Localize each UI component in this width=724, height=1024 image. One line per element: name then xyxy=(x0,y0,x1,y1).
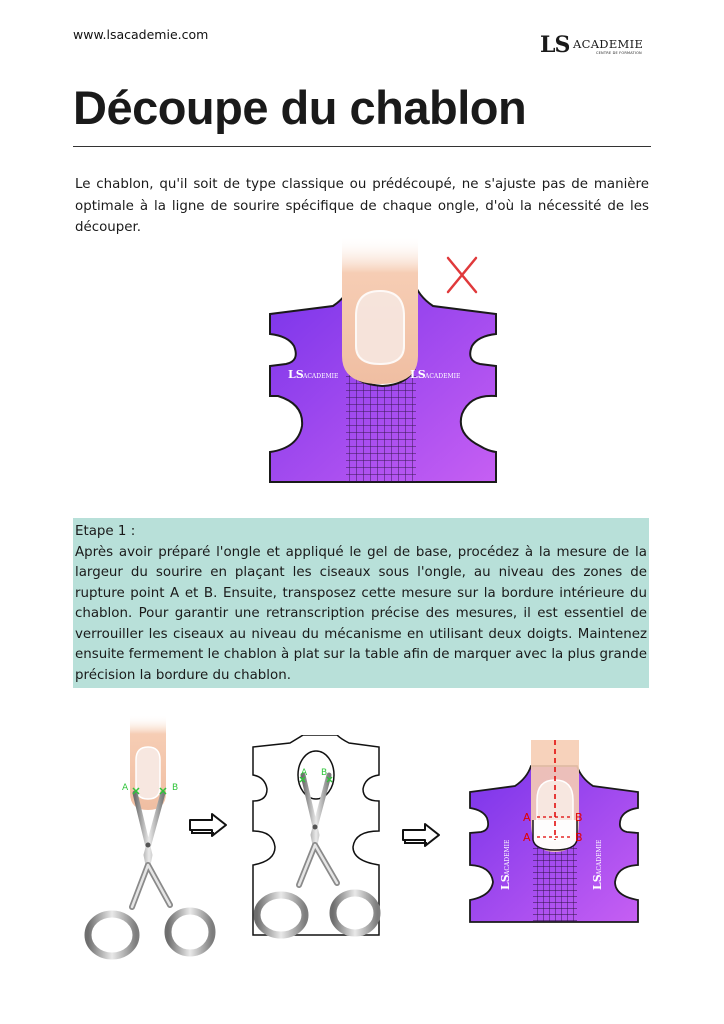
step-1-box xyxy=(73,518,649,688)
watermark-ls: LS xyxy=(288,368,304,381)
point-a-bottom: A xyxy=(523,831,531,844)
intro-paragraph: Le chablon, qu'il soit de type classique ou prédécoupé, ne s'ajuste pas de manière optimale à la ligne de sourire spécifique de chaque ongle, d'où la nécessité de les découper. xyxy=(75,177,649,235)
wrong-cross-icon xyxy=(448,258,476,292)
scissors-on-finger-illustration xyxy=(80,715,220,965)
title-divider xyxy=(73,146,651,147)
watermark-ls-vertical: LS xyxy=(499,874,512,890)
watermark-academie: ACADEMIE xyxy=(303,373,339,380)
nail-form-illustration xyxy=(258,236,520,498)
right-arrow-icon-2 xyxy=(401,822,441,848)
scissors-on-form-illustration xyxy=(245,735,385,955)
step-label: Etape 1 : xyxy=(75,524,136,539)
point-a-top: A xyxy=(523,811,531,824)
point-b-bottom: B xyxy=(575,831,583,844)
watermark-academie-right: ACADEMIE xyxy=(425,373,461,380)
point-a-label-form: A xyxy=(301,768,308,778)
point-a-label: A xyxy=(122,783,129,793)
ls-academie-logo xyxy=(540,32,650,58)
logo-academie: ACADEMIE xyxy=(573,37,644,51)
measured-form-illustration xyxy=(465,740,645,930)
page-title: Découpe du chablon xyxy=(73,81,527,134)
step-text: Après avoir préparé l'ongle et appliqué le gel de base, procédez à la mesure de la largeur du sourire en plaçant les ciseaux sous l'ongle, au niveau des zones de rupture point A et B. Ensuite, transposez cette mesure sur la bordure intérieure du chablon. Pour garantir une retranscription précise des mesures, il est essentiel de verrouiller les ciseaux au niveau du mécanisme en utilisant deux doigts. Maintenez ensuite fermement le chablon à plat sur la table afin de marquer avec la plus grande précision la bordure du chablon. xyxy=(75,544,647,683)
logo-subtitle: CENTRE DE FORMATION xyxy=(596,51,642,55)
watermark-academie-vertical: ACADEMIE xyxy=(504,839,511,875)
right-arrow-icon xyxy=(188,812,228,838)
point-b-top: B xyxy=(575,811,583,824)
watermark-ls-vertical-right: LS xyxy=(591,874,604,890)
logo-ls: LS xyxy=(540,32,570,58)
website-url: www.lsacademie.com xyxy=(73,27,209,42)
point-b-label-form: B xyxy=(321,768,328,778)
watermark-ls-right: LS xyxy=(410,368,426,381)
watermark-academie-vertical-right: ACADEMIE xyxy=(596,839,603,875)
point-b-label: B xyxy=(172,783,179,793)
